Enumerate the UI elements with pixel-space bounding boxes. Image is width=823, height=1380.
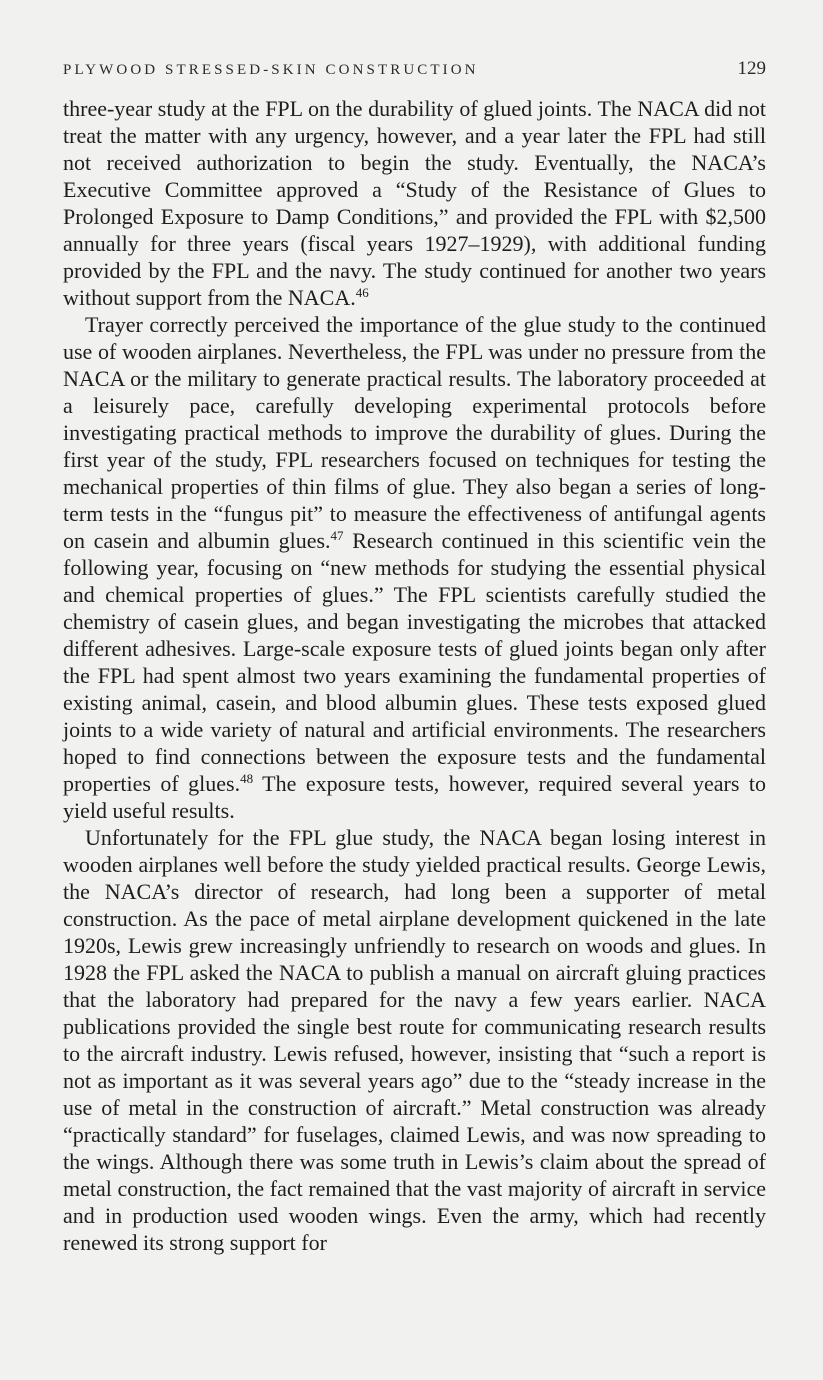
- paragraph-2-text-part-3: The exposure tests, however, required several years to yield useful results.: [63, 771, 766, 823]
- footnote-ref-46: 46: [355, 285, 369, 300]
- footnote-ref-47: 47: [330, 528, 344, 543]
- paragraph-2: [63, 311, 766, 824]
- paragraph-1: [63, 95, 766, 311]
- running-title: PLYWOOD STRESSED-SKIN CONSTRUCTION: [63, 62, 479, 78]
- paragraph-2-text-part-2: Research continued in this scientific vein the following year, focusing on “new methods for studying the essential physical and chemical properties of glues.” The FPL scientists carefully studied the chemistry of casein glues, and began investigating the microbes that attacked different adhesives. Large-scale exposure tests of glued joints began only after the FPL had spent almost two years examining the fundamental properties of existing animal, casein, and blood albumin glues. These tests exposed glued joints to a wide variety of natural and artificial environments. The researchers hoped to find connections between the exposure tests and the fundamental properties of glues.: [63, 528, 766, 796]
- book-page: [63, 58, 766, 1256]
- body-text: [63, 95, 766, 1256]
- footnote-ref-48: 48: [240, 771, 254, 786]
- paragraph-3-text: Unfortunately for the FPL glue study, the NACA began losing interest in wooden airplanes well before the study yielded practical results. George Lewis, the NACA’s director of research, had long been a supporter of metal construction. As the pace of metal airplane development quickened in the late 1920s, Lewis grew increasingly unfriendly to research on woods and glues. In 1928 the FPL asked the NACA to publish a manual on aircraft gluing practices that the laboratory had prepared for the navy a few years earlier. NACA publications provided the single best route for communicating research results to the aircraft industry. Lewis refused, however, insisting that “such a report is not as important as it was several years ago” due to the “steady increase in the use of metal in the construction of aircraft.” Metal construction was already “practically standard” for fuselages, claimed Lewis, and was now spreading to the wings. Although there was some truth in Lewis’s claim about the spread of metal construction, the fact remained that the vast majority of aircraft in service and in production used wooden wings. Even the army, which had recently renewed its strong support for: [63, 825, 766, 1255]
- page-number: 129: [737, 58, 766, 79]
- running-head: [63, 58, 766, 88]
- paragraph-2-text-part-1: Trayer correctly perceived the importance of the glue study to the continued use of wooden airplanes. Nevertheless, the FPL was under no pressure from the NACA or the military to generate practical results. The laboratory proceeded at a leisurely pace, carefully developing experimental protocols before investigating practical methods to improve the durability of glues. During the first year of the study, FPL researchers focused on techniques for testing the mechanical properties of thin films of glue. They also began a series of long-term tests in the “fungus pit” to measure the effectiveness of antifungal agents on casein and albumin glues.: [63, 312, 766, 553]
- paragraph-3: [63, 824, 766, 1256]
- paragraph-1-text: three-year study at the FPL on the durability of glued joints. The NACA did not treat the matter with any urgency, however, and a year later the FPL had still not received authorization to begin the study. Eventually, the NACA’s Executive Committee approved a “Study of the Resistance of Glues to Prolonged Exposure to Damp Conditions,” and provided the FPL with $2,500 annually for three years (fiscal years 1927–1929), with additional funding provided by the FPL and the navy. The study continued for another two years without support from the NACA.: [63, 96, 766, 310]
